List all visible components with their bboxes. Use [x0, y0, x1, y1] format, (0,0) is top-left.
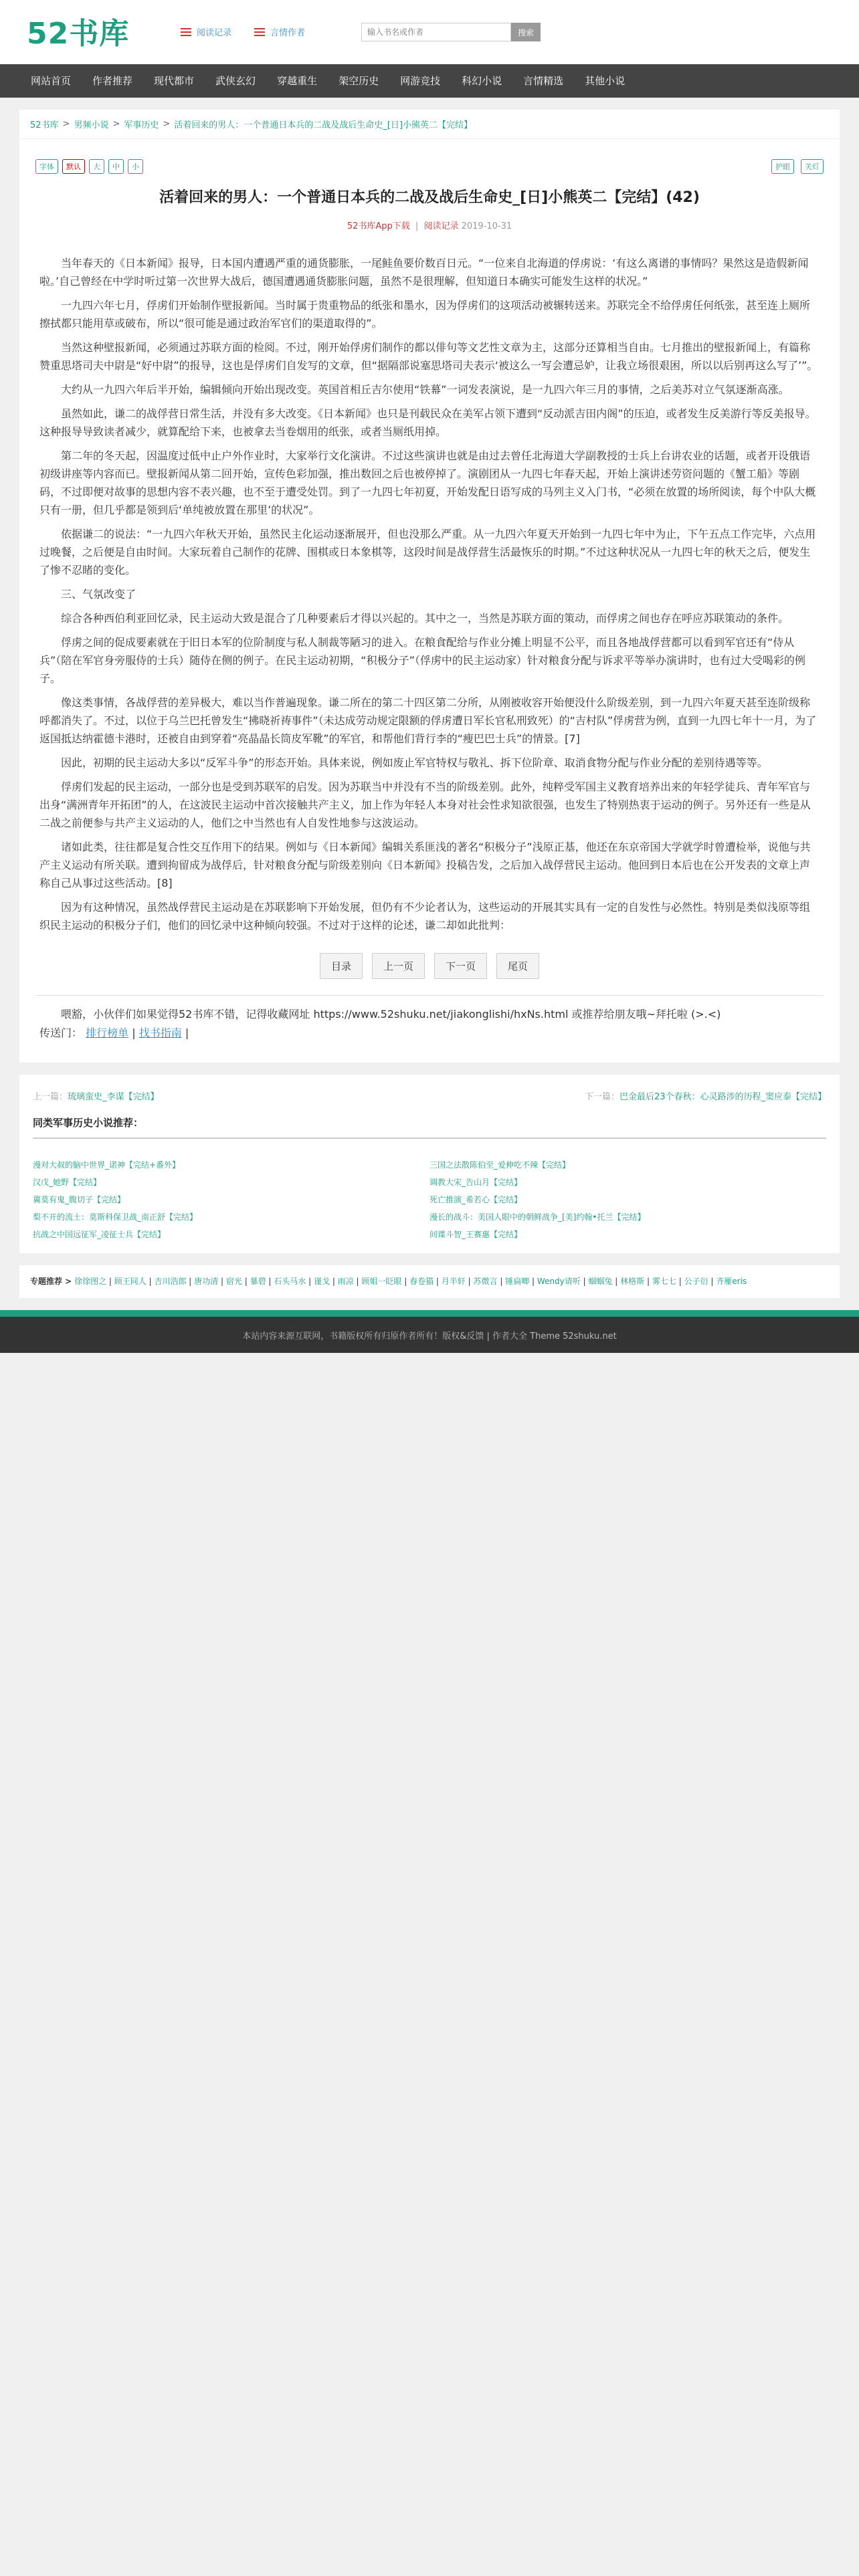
prev-page-button[interactable]: 上一页: [372, 953, 425, 979]
friend-links: [19, 1265, 840, 1298]
last-page-button[interactable]: 尾页: [496, 953, 539, 979]
read-log-label: 阅读记录: [197, 28, 232, 38]
list-item: [33, 1228, 430, 1240]
breadcrumb-category[interactable]: 男频小说: [74, 120, 109, 130]
nav-item-rebirth[interactable]: 穿越重生: [277, 75, 318, 87]
friend-link[interactable]: 顾王同人: [114, 1277, 147, 1286]
portal-links: [39, 1024, 820, 1043]
list-item: [430, 1194, 826, 1205]
related-book-link[interactable]: 死亡推演_希若心【完结】: [430, 1195, 522, 1204]
friend-link[interactable]: 宿光: [225, 1277, 242, 1286]
nav-item-history[interactable]: 架空历史: [339, 75, 379, 87]
portal-sep: |: [185, 1027, 189, 1039]
list-item: [430, 1228, 826, 1240]
breadcrumb-subcategory[interactable]: 军事历史: [124, 120, 159, 130]
breadcrumb-sep: >: [163, 119, 171, 129]
friend-link[interactable]: 公子衍: [684, 1277, 708, 1286]
next-page-button[interactable]: 下一页: [434, 953, 487, 979]
related-book-link[interactable]: 间谍斗智_王赛惠【完结】: [430, 1230, 522, 1239]
paragraph: 虽然如此，谦二的战俘营日常生活，并没有多大改变。《日本新闻》也只是刊载民众在美军占领下遭到“反动派吉田内阁”的压迫，或者发生反美游行等反美报导。这种报导导致读者减少，就算配给下来，也被拿去当卷烟用的纸张，或者当厕纸用掉。: [39, 407, 816, 438]
bookmark-tip: [39, 996, 820, 1049]
next-article: [585, 1089, 826, 1102]
related-book-link[interactable]: 三国之法散陈伯至_爱伸吃不辣【完结】: [430, 1160, 571, 1170]
friend-link[interactable]: 雨凉: [337, 1277, 354, 1286]
nav-item-scifi[interactable]: 科幻小说: [462, 75, 502, 87]
publish-date: 2019-10-31: [461, 221, 512, 231]
main-nav: [0, 64, 859, 98]
toc-button[interactable]: 目录: [320, 953, 363, 979]
friend-link[interactable]: 谨戈: [313, 1277, 330, 1286]
rank-link[interactable]: 排行榜单: [86, 1027, 129, 1039]
related-book-link[interactable]: 梨不开的流士：莫斯科保卫战_南正舒【完结】: [33, 1212, 198, 1222]
related-books: [19, 1109, 840, 1253]
chapter-content: [39, 254, 820, 934]
reading-mode-toolbar: [771, 159, 824, 174]
friend-link[interactable]: 雾七七: [652, 1277, 676, 1286]
friend-link[interactable]: 徐徐图之: [74, 1277, 107, 1286]
related-book-link[interactable]: 漫对大叔的脑中世界_诺神【完结+番外】: [33, 1160, 181, 1170]
site-logo[interactable]: 52书库: [27, 17, 130, 51]
paragraph: 第二年的冬天起，因温度过低中止户外作业时，大家举行文化演讲。不过这些演讲也就是由过去曾任北海道大学副教授的士兵上台讲农业的话题，或者开设俄语初级讲座等内容而已。壁报新闻从第二回开始，宣传色彩加强，推出数回之后也被停掉了。演剧团从一九四七年春天起，开始上演讲述劳资问题的《蟹工船》等剧码，不过即便对故事的思想内容不表兴趣，也不至于遭受处罚。到了一九四七年初夏，开始发配日语写成的马列主义入门书，“必须在放置的场所阅读，每个中队大概只有一册，但几乎都是领到后‘单纯被放置在那里’的状况”。: [39, 449, 816, 516]
paragraph: 因此，初期的民主运动大多以“反军斗争”的形态开始。具体来说，例如废止军官特权与敬礼、拆下位阶章、取消食物分配与作业分配的差别待遇等等。: [61, 756, 768, 769]
friend-link[interactable]: 顾姐一眨眼: [361, 1277, 402, 1286]
next-label: 下一篇：: [584, 1092, 619, 1102]
guide-link[interactable]: 找书指南: [138, 1027, 182, 1039]
friend-label: 专题推荐 >: [30, 1277, 72, 1286]
friend-link[interactable]: 林格斯: [620, 1277, 645, 1286]
section-heading: 三、气氛改变了: [61, 588, 136, 601]
chapter-title: 活着回来的男人：一个普通日本兵的二战及战后生命史_[日]小熊英二【完结】(42): [159, 189, 700, 206]
font-large-button[interactable]: 大: [89, 159, 104, 174]
friend-link[interactable]: 蝈蝈兔: [588, 1277, 613, 1286]
breadcrumb: [19, 110, 840, 139]
nav-item-home[interactable]: 网站首页: [31, 75, 72, 87]
font-label: 字体: [35, 159, 58, 174]
friend-link[interactable]: Wendy请听: [537, 1277, 581, 1286]
friend-link[interactable]: 吉川浩郎: [154, 1277, 187, 1286]
font-default-button[interactable]: 默认: [62, 159, 85, 174]
prev-article-link[interactable]: 琉璃蛮史_李谋【完结】: [68, 1092, 159, 1102]
app-download-link[interactable]: 52书库App下载: [347, 221, 410, 231]
list-item: [430, 1211, 826, 1222]
prev-next: [19, 1075, 840, 1109]
read-log-link[interactable]: [181, 25, 231, 38]
paragraph: 当然这种壁报新闻，必须通过苏联方面的检阅。不过，刚开始俘虏们制作的都以俳句等文艺性文章为主，这部分还算相当自由。七月推出的壁报新闻上，有篇称赞重思塔司夫中尉是“好中尉”的报导，这也是俘虏们自发写的文章，但“据隔部说塞思塔司夫表示‘被这么一写会遭忌妒，让我立场很艰困，所以以后别再这么写了’”。: [39, 341, 818, 372]
chapter-pager: [39, 953, 820, 979]
paragraph: 依据谦二的说法：“一九四六年秋天开始，虽然民主化运动逐渐展开，但也没那么严重。从一九四六年夏天开始到一九四七年中为止，下午五点工作完毕，六点用过晚餐，之后便是自由时间。大家玩着自己制作的花牌、围棋或日本象棋等，这段时间是战俘营生活最恢乐的时期。”不过这种状况从一九四七年的秋天之后，便发生了惨不忍睹的变化。: [39, 528, 816, 576]
list-item: [33, 1194, 430, 1205]
chapter-meta: [39, 219, 820, 231]
breadcrumb-home[interactable]: 52书库: [30, 120, 59, 130]
paragraph: 大约从一九四六年后半开始，编辑倾向开始出现改变。英国首相丘吉尔使用“铁幕”一词发表演说，是一九四六年三月的事情，之后美苏对立气氛逐渐高涨。: [61, 383, 789, 396]
list-item: [430, 1159, 826, 1170]
list-icon: [254, 28, 265, 36]
list-icon: [181, 28, 191, 36]
author-log-link[interactable]: [254, 25, 305, 38]
bookmark-tip-text: 喂豁，小伙伴们如果觉得52书库不错，记得收藏网址 https://www.52shuku.net/jiakonglishi/hxNs.html 或推荐给朋友哦~拜托啦 (>.<): [61, 1008, 721, 1021]
friend-link[interactable]: 月半轩: [441, 1277, 466, 1286]
paragraph: 诸如此类，往往都是复合性交互作用下的结果。例如与《日本新闻》编辑关系匪浅的著名“积极分子”浅原正基，他还在东京帝国大学就学时曾遭检举，说他与共产主义运动有所关联。遭到拘留成为战俘后，针对粮食分配与阶级差别向《日本新闻》投稿告发，之后加入战俘营民主运动。他回到日本后也在公开发表的文章上声称自己从事过这些活动。[8]: [39, 841, 811, 889]
related-book-link[interactable]: 冀莫有鬼_腹切子【完结】: [33, 1195, 126, 1204]
friend-links-box: [19, 1265, 840, 1298]
related-book-link[interactable]: 调教大宋_告山月【完结】: [430, 1178, 522, 1187]
nav-item-game[interactable]: 网游竞技: [400, 75, 441, 87]
search-bar: [361, 23, 541, 41]
footer-text: 本站内容来源互联网，书籍版权所有归原作者所有！版权&反馈 | 作者大全 Theme 52shuku.net: [242, 1331, 617, 1341]
breadcrumb-sep: >: [62, 119, 70, 129]
nav-item-wuxia[interactable]: 武侠玄幻: [215, 75, 256, 87]
related-book-link[interactable]: 抗战之中国远征军_凌征士兵【完结】: [33, 1230, 166, 1239]
meta-sep: |: [415, 221, 419, 231]
related-book-link[interactable]: 漫长的战斗：美国人眼中的朝鲜战争_[美]约翰•托兰【完结】: [430, 1212, 646, 1222]
related-list: [33, 1139, 826, 1240]
prev-article: [33, 1089, 159, 1102]
friend-link[interactable]: 锤扁唧: [505, 1277, 530, 1286]
author-log-label: 言情作者: [270, 28, 306, 38]
list-item: [33, 1176, 430, 1188]
friend-link[interactable]: 春卷猫: [409, 1277, 434, 1286]
article: [19, 139, 840, 1063]
nav-item-authors[interactable]: 作者推荐: [92, 75, 133, 87]
friend-link-list: 徐徐图之 | 顾王同人 | 吉川浩郎 | 唐功清 | 宿光 | 暴碧 | 石头马水 | 谨戈 | 雨凉 | 顾姐一眨眼 | 春卷猫 | 月半轩 | 苏微言 | 锤扁唧 | Wendy请听 | 蝈蝈兔 | 林格斯 | 雾七七 | 公子衍 | 齐雁eris: [74, 1277, 747, 1286]
search-input[interactable]: [361, 23, 511, 41]
related-book-link[interactable]: 汉戊_她野【完结】: [33, 1178, 102, 1187]
paragraph: 因为有这种情况，虽然战俘营民主运动是在苏联影响下开始发展，但仍有不少论者认为，这些运动的开展其实具有一定的自发性与必然性。特别是类似浅原等组织民主运动的积极分子们，他们的回忆录中这种倾向较强。不过对于这样的论述，谦二却如此批判：: [39, 901, 811, 932]
prev-label: 上一篇：: [33, 1092, 68, 1102]
portal-label: 传送门：: [39, 1027, 83, 1039]
paragraph: 一九四六年七月，俘虏们开始制作壁报新闻。当时属于贵重物品的纸张和墨水，因为俘虏们的这项活动被辗转送来。苏联完全不给俘虏任何纸张，甚至连上厕所擦拭都只能用草或破布，所以“很可能是通过政治军官们的渠道取得的”。: [39, 299, 811, 330]
next-article-link[interactable]: 巴金最后23个春秋：心灵路涉的历程_窦应泰【完结】: [619, 1092, 826, 1102]
paragraph: 俘虏之间的促成要素就在于旧日本军的位阶制度与私人制裁等陋习的进入。在粮食配给与作业分摊上明显不公平，而且各地战俘营都可以看到军官还有“侍从兵”（陪在军官身旁服侍的士兵）随侍在侧的例子。在民主运动初期，“积极分子”（俘虏中的民主运动家）针对粮食分配与诉求平等举办演讲时，也有过大受喝彩的例子。: [39, 636, 805, 685]
list-item: [430, 1176, 826, 1188]
nav-item-other[interactable]: 其他小说: [585, 75, 626, 87]
site-header: [0, 0, 859, 64]
portal-sep: |: [132, 1027, 136, 1039]
breadcrumb-current[interactable]: 活着回来的男人：一个普通日本兵的二战及战后生命史_[日]小熊英二【完结】: [174, 120, 472, 130]
site-footer: [0, 1310, 859, 1353]
friend-link[interactable]: 暴碧: [250, 1277, 266, 1286]
related-heading: 同类军事历史小说推荐：: [33, 1109, 826, 1139]
eye-care-button[interactable]: 护眼: [771, 159, 794, 174]
nav-item-romance[interactable]: 言情精选: [523, 75, 564, 87]
paragraph: 像这类事情，各战俘营的差异极大，难以当作普遍现象。谦二所在的第二十四区第二分所，从刚被收容开始便没什么阶级差别，到一九四六年夏天甚至连阶级称呼都消失了。不过，以位于乌兰巴托曾发生“拂晓祈祷事件”（未达成劳动规定限额的俘虏遭日军长官私刑致死）的“吉村队”俘虏营为例，直到一九四七年十一月，为了返国抵达纳霍德卡港时，还被自由到穿着“亮晶晶长筒皮军靴”的军官，和帮他们背行李的“瘦巴巴士兵”的情景。[7]: [39, 696, 817, 745]
font-toolbar: [35, 159, 143, 174]
light-off-button[interactable]: 关灯: [801, 159, 824, 174]
list-item: [33, 1159, 430, 1170]
friend-link[interactable]: 苏微言: [473, 1277, 498, 1286]
font-small-button[interactable]: 小: [128, 159, 143, 174]
paragraph: 综合各种西伯利亚回忆录，民主运动大致是混合了几种要素后才得以兴起的。其中之一，当然是苏联方面的策动，而俘虏之间也存在呼应苏联策动的条件。: [61, 612, 789, 625]
nav-item-urban[interactable]: 现代都市: [154, 75, 195, 87]
prev-next-box: [19, 1075, 840, 1253]
paragraph: 俘虏们发起的民主运动，一部分也是受到苏联军的启发。因为苏联当中并没有不当的阶级差别。此外，纯粹受军国主义教育培养出来的年轻学徒兵、青年军官与出身“满洲青年开拓团”的人，在这波民主运动中首次接触共产主义，加上作为年轻人本身对社会性求知欲很强，也发生了特别热衷于运动的例子。另外还有一些是从二战之前便参与共产主义运动的人，他们之中当然也有人自发性地参与这波运动。: [39, 780, 811, 829]
friend-link[interactable]: 唐功清: [194, 1277, 219, 1286]
read-record-link[interactable]: 阅读记录: [423, 221, 459, 231]
paragraph: 当年春天的《日本新闻》报导，日本国内遭遇严重的通货膨胀，一尾鲑鱼要价数百日元。“一位来自北海道的俘虏说：‘有这么离谱的事情吗？果然这是造假新闻啦。’自己曾经在中学时听过第一次世界大战后，德国遭遇通货膨胀问题，虽然不是很理解，但知道日本确实可能发生这样的状况。”: [39, 257, 809, 288]
list-item: [33, 1211, 430, 1222]
search-button[interactable]: 搜索: [511, 23, 541, 41]
friend-link[interactable]: 石头马水: [274, 1277, 306, 1286]
friend-link[interactable]: 齐雁eris: [716, 1277, 747, 1286]
font-medium-button[interactable]: 中: [108, 159, 124, 174]
breadcrumb-sep: >: [112, 119, 120, 129]
